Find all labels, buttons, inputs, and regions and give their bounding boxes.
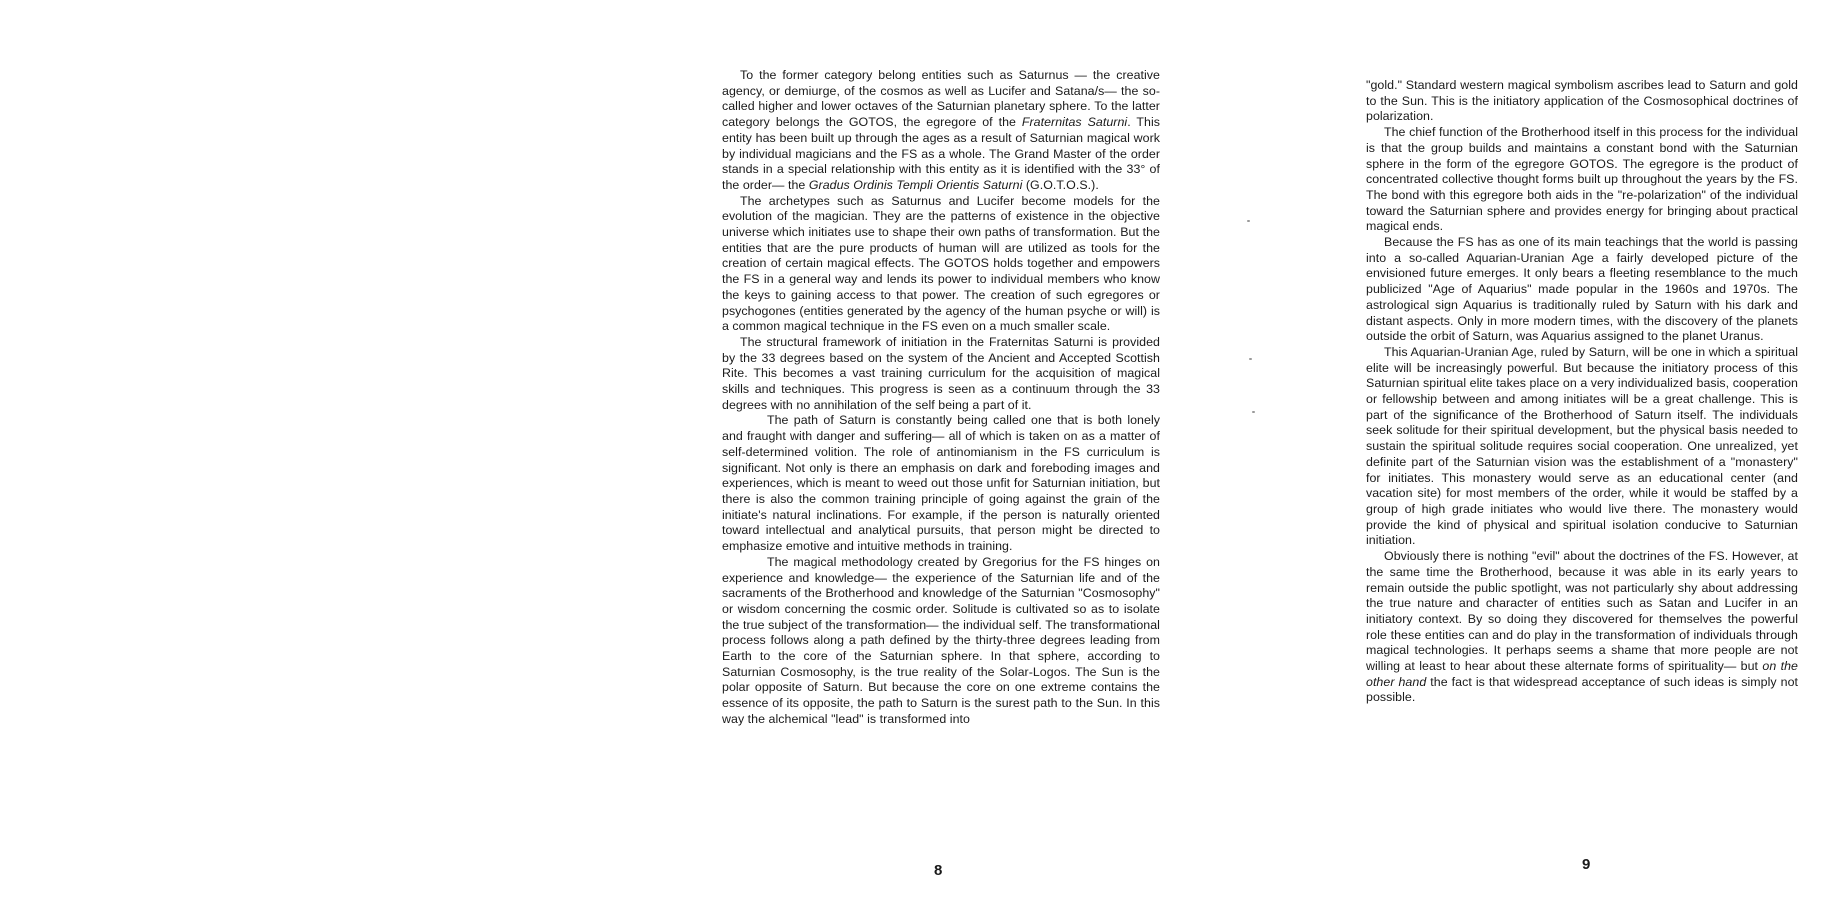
right-page-text-column xyxy=(1366,78,1798,706)
right-paragraph-2: The chief function of the Brotherhood itself in this process for the individual is that the group builds and maintains a constant bond with the Saturnian sphere in the form of the egregore GOTOS. The egregore is the product of concentrated collective thought forms built up throughout the years by the FS. The bond with this egregore both aids in the "re-polarization" of the individual toward the Saturnian sphere and provides energy for bringing about practical magical ends. xyxy=(1366,125,1798,234)
right-paragraph-4: This Aquarian-Uranian Age, ruled by Saturn, will be one in which a spiritual elite will be increasingly powerful. But because the initiatory process of this Saturnian spiritual elite takes place on a very individualized basis, cooperation or fellowship between and among initiates will be a great challenge. This is part of the significance of the Brotherhood of Saturn itself. The individuals seek solitude for their spiritual development, but the physical basis needed to sustain the spiritual solitude requires social cooperation. One unrealized, yet definite part of the Saturnian vision was the establishment of a "monastery" for initiates. This monastery would serve as an educational center (and vacation site) for most members of the order, while it would be staffed by a group of high grade initiates who would live there. The monastery would provide the kind of physical and spiritual isolation conducive to Saturnian initiation. xyxy=(1366,344,1798,548)
right-paragraph-5-italic: on the other hand xyxy=(1366,659,1798,689)
left-paragraph-1-part-1: To the former category belong entities such as Saturnus — the creative agency, or demiurge, of the cosmos as well as Lucifer and Satana/s— the so-called higher and lower octaves of the Saturnian planetary sphere. To the latter category belongs the GOTOS, the egregore of the xyxy=(722,68,1160,130)
right-page xyxy=(918,0,1836,921)
scan-speck xyxy=(1252,411,1255,413)
left-page-number: 8 xyxy=(934,862,943,879)
left-paragraph-3: The structural framework of initiation in the Fraternitas Saturni is provided by the 33 degrees based on the system of the Ancient and Accepted Scottish Rite. This becomes a vast training curriculum for the acquisition of magical skills and techniques. This progress is seen as a continuum through the 33 degrees with no annihilation of the self being a part of it. xyxy=(722,334,1160,412)
left-paragraph-2: The archetypes such as Saturnus and Lucifer become models for the evolution of the magician. They are the patterns of existence in the objective universe which initiates use to shape their own paths of transformation. But the entities that are the pure products of human will are utilized as tools for the creation of certain magical effects. The GOTOS holds together and empowers the FS in a general way and lends its power to individual members who know the keys to gaining access to that power. The creation of such egregores or psychogones (entities generated by the agency of the human psyche or will) is a common magical technique in the FS even on a much smaller scale. xyxy=(722,193,1160,334)
right-paragraph-1: "gold." Standard western magical symbolism ascribes lead to Saturn and gold to the Sun. This is the initiatory application of the Cosmosophical doctrines of polarization. xyxy=(1366,78,1798,124)
left-paragraph-1-part-2: . This entity has been built up through the ages as a result of Saturnian magical work by individual magicians and the FS as a whole. The Grand Master of the order stands in a special relationship with this entity as it is identified with the 33° of the order— the xyxy=(722,115,1161,192)
right-paragraph-5-part-2: the fact is that widespread acceptance of such ideas is simply not possible. xyxy=(1366,674,1799,705)
right-paragraph-5-part-1: Obviously there is nothing "evil" about the doctrines of the FS. However, at the same time the Brotherhood, because it was able in its early years to remain outside the public spotlight, was not particularly shy about addressing the true nature and character of entities such as Satan and Lucifer in an initiatory context. By so doing they discovered for themselves the powerful role these entities can and do play in the transformation of individuals through magical technologies. It perhaps seems a shame that more people are not willing at least to hear about these alternate forms of spirituality— but xyxy=(1366,549,1798,674)
scan-speck xyxy=(1247,220,1250,222)
left-paragraph-1-italic-1: Fraternitas Saturni xyxy=(1021,115,1128,130)
left-paragraph-5: The magical methodology created by Gregorius for the FS hinges on experience and knowledge— the experience of the Saturnian life and of the sacraments of the Brotherhood and knowledge of the Saturnian "Cosmosophy" or wisdom concerning the cosmic order. Solitude is cultivated so as to isolate the true subject of the transformation— the individual self. The transformational process follows along a path defined by the thirty-three degrees leading from Earth to the core of the Saturnian sphere. In that sphere, according to Saturnian Cosmosophy, is the true reality of the Solar-Logos. The Sun is the polar opposite of Saturn. But because the core on one extreme contains the essence of its opposite, the path to Saturn is the surest path to the Sun. In this way the alchemical "lead" is transformed into xyxy=(722,554,1160,726)
right-paragraph-5 xyxy=(1366,549,1798,706)
right-paragraph-3: Because the FS has as one of its main teachings that the world is passing into a so-called Aquarian-Uranian Age a fairly developed picture of the envisioned future emerges. It only bears a fleeting resemblance to the much publicized "Age of Aquarius" made popular in the 1960s and 1970s. The astrological sign Aquarius is traditionally ruled by Saturn with his dark and distant aspects. Only in more modern times, with the discovery of the planets outside the orbit of Saturn, was Aquarius assigned to the planet Uranus. xyxy=(1366,235,1798,344)
scan-speck xyxy=(1249,358,1252,360)
right-page-number: 9 xyxy=(1582,856,1591,873)
left-paragraph-4: The path of Saturn is constantly being called one that is both lonely and fraught with danger and suffering— all of which is taken on as a matter of self-determined volition. The role of antinomianism in the FS curriculum is significant. Not only is there an emphasis on dark and foreboding images and experiences, which is meant to weed out those unfit for Saturnian initiation, but there is also the common training principle of going against the grain of the initiate's natural inclinations. For example, if the person is naturally oriented toward intellectual and analytical pursuits, that person might be directed to emphasize emotive and intuitive methods in training. xyxy=(722,413,1160,554)
left-paragraph-1-part-3: (G.O.T.O.S.). xyxy=(1022,177,1099,192)
left-paragraph-1-italic-2: Gradus Ordinis Templi Orientis Saturni xyxy=(808,177,1023,192)
